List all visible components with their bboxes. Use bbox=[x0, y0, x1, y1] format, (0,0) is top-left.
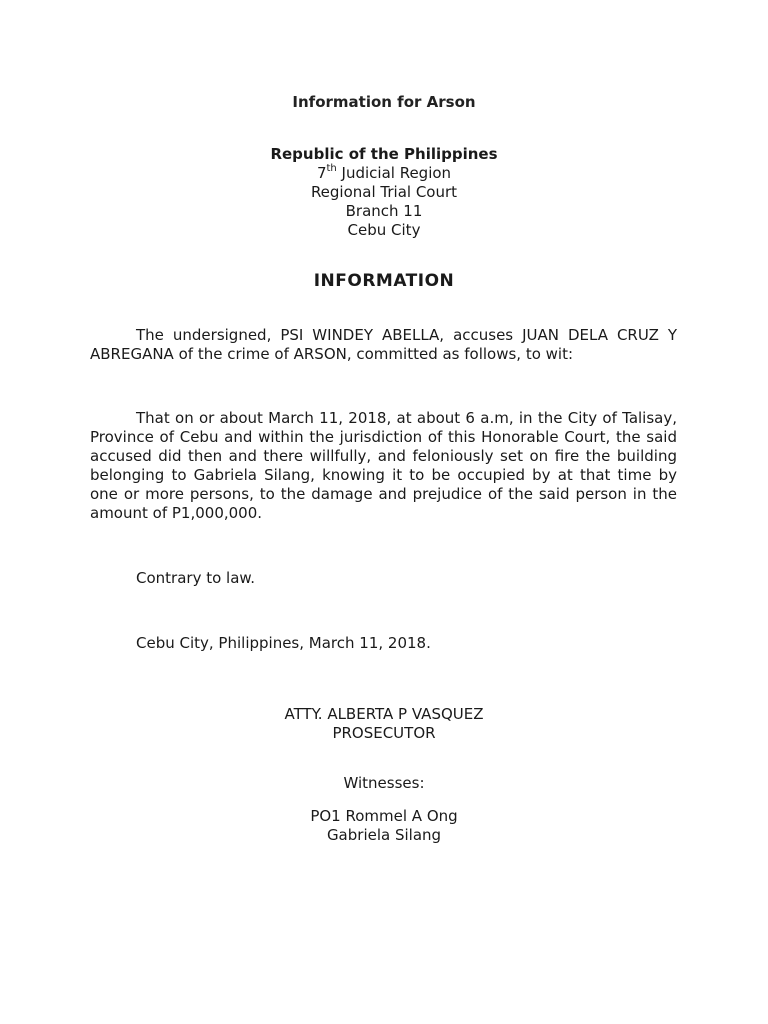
region-number: 7 bbox=[316, 164, 327, 182]
judicial-region-line bbox=[0, 164, 768, 183]
branch-line: Branch 11 bbox=[345, 202, 423, 220]
witness-name: PO1 Rommel A Ong bbox=[310, 807, 458, 825]
place-and-date: Cebu City, Philippines, March 11, 2018. bbox=[136, 634, 431, 652]
signatory-position: PROSECUTOR bbox=[332, 724, 436, 742]
witness-list bbox=[0, 807, 768, 845]
region-suffix: th bbox=[326, 163, 337, 174]
accusation-paragraph: The undersigned, PSI WINDEY ABELLA, accuses JUAN DELA CRUZ Y ABREGANA of the crime of ARSON, committed as follows, to wit: bbox=[90, 326, 677, 363]
court-name-line: Regional Trial Court bbox=[310, 183, 458, 201]
region-label: Judicial Region bbox=[336, 164, 452, 182]
facts-paragraph: That on or about March 11, 2018, at about 6 a.m, in the City of Talisay, Province of Cebu and within the jurisdiction of this Honorable Court, the said accused did then and there willfully, and feloniously set on fire the building belonging to Gabriela Silang, knowing it to be occupied by at that time by one or more persons, to the damage and prejudice of the said person in the amount of P1,000,000. bbox=[90, 409, 677, 522]
signatory-name: ATTY. ALBERTA P VASQUEZ bbox=[284, 705, 484, 723]
witnesses-label: Witnesses: bbox=[343, 774, 425, 792]
republic-line: Republic of the Philippines bbox=[270, 145, 498, 163]
signature-block bbox=[0, 705, 768, 743]
court-header bbox=[0, 145, 768, 240]
document-title: Information for Arson bbox=[292, 93, 476, 111]
contrary-to-law: Contrary to law. bbox=[136, 569, 256, 587]
witness-name: Gabriela Silang bbox=[326, 826, 442, 844]
information-heading: INFORMATION bbox=[313, 271, 455, 291]
city-line: Cebu City bbox=[347, 221, 421, 239]
